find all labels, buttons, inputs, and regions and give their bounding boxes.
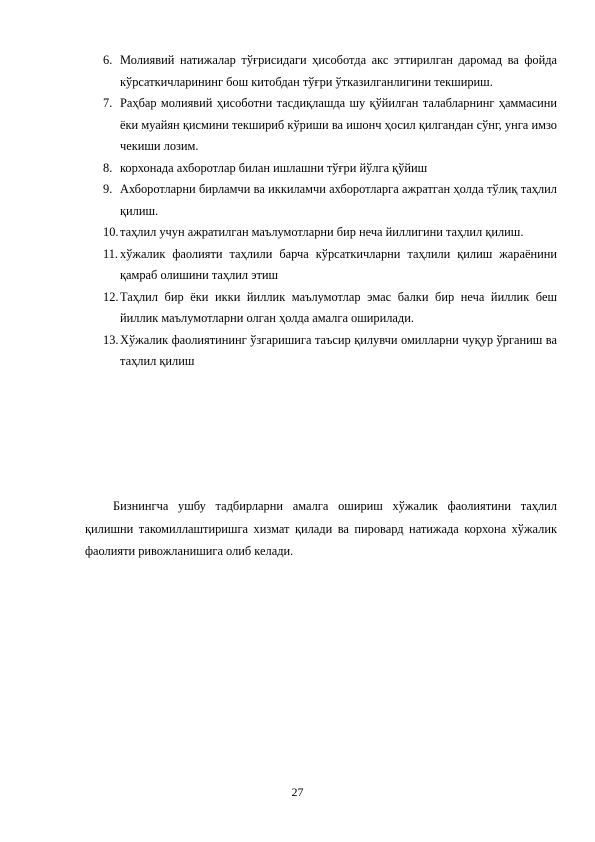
list-item-text: Таҳлил бир ёки икки йиллик маълумотлар эмас балки бир неча йиллик беш йиллик маълумотларни олган ҳолда амалга оширилади. [120,289,557,325]
page-number: 27 [291,785,304,799]
list-item [85,244,557,287]
list-item-number: 11. [103,246,119,261]
list-item-text: Молиявий натижалар тўғрисидаги ҳисоботда акс эттирилган даромад ва фойда кўрсаткичларининг бош китобдан тўғри ўтказилганлигини текшириш. [120,53,557,89]
list-item-number: 9. [103,182,113,196]
recommendations-list [85,50,557,373]
list-item [85,222,557,244]
list-item [85,179,557,222]
list-item-number: 6. [103,53,113,67]
list-item [85,50,557,93]
closing-paragraph: Бизнингча ушбу тадбирларни амалга ошириш хўжалик фаолиятини таҳлил қилишни такомиллаштиришга хизмат қилади ва пировард натижада корхона хўжалик фаолияти ривожланишига олиб келади. [85,499,557,558]
list-item-text: корхонада ахборотлар билан ишлашни тўғри йўлга қўйиш [120,160,428,175]
list-item-text: хўжалик фаолияти таҳлили барча кўрсаткичларни таҳлили қилиш жараёнини қамраб олишини таҳлил этиш [120,246,557,282]
list-item-text: Ахборотларни бирламчи ва иккиламчи ахборотларга ажратган ҳолда тўлиқ таҳлил қилиш. [120,182,557,218]
list-item-number: 7. [103,96,113,110]
list-item [85,93,557,158]
list-item-number: 13. [103,332,119,347]
list-item-text: Раҳбар молиявий ҳисоботни тасдиқлашда шу қўйилган талабларнинг ҳаммасини ёки муайян қисмини текшириб кўриши ва ишонч ҳосил қилгандан сўнг, унга имзо чекиши лозим. [120,96,557,153]
list-item-number: 8. [103,160,113,175]
list-item [85,158,557,180]
list-item-number: 10. [103,225,119,239]
list-item [85,330,557,373]
list-item [85,287,557,330]
list-item-number: 12. [103,289,119,304]
list-item-text: Хўжалик фаолиятининг ўзгаришига таъсир қилувчи омилларни чуқур ўрганиш ва таҳлил қилиш [120,332,557,368]
list-item-text: таҳлил учун ажратилган маълумотларни бир неча йиллигини таҳлил қилиш. [120,225,524,239]
